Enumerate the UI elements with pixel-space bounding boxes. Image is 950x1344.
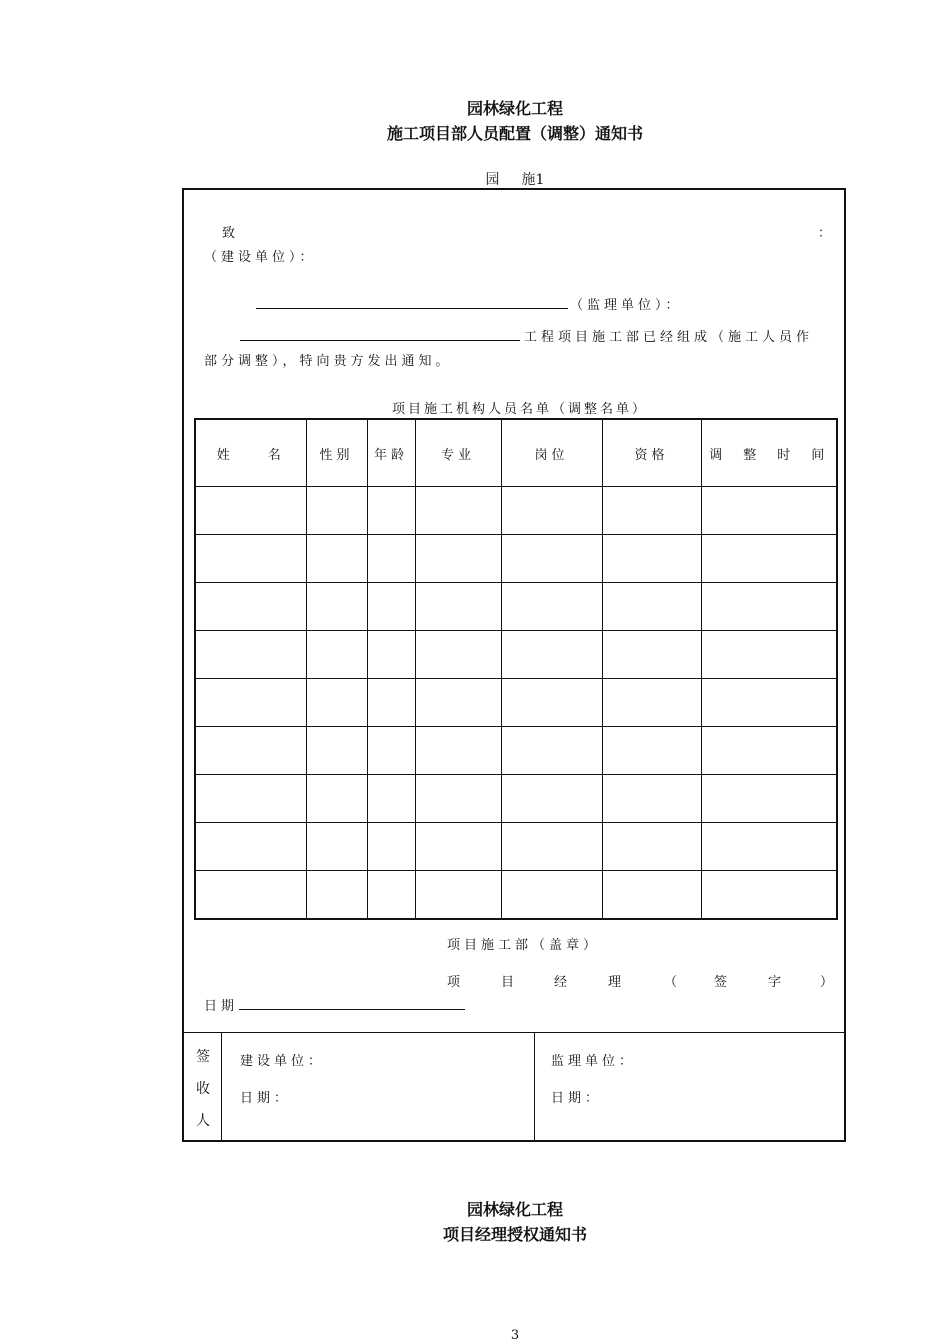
form-code-prefix: 园 [485, 172, 500, 188]
table-cell[interactable] [501, 487, 602, 535]
receipt-side-char: 人 [196, 1113, 210, 1129]
table-cell[interactable] [701, 487, 837, 535]
table-row [195, 823, 837, 871]
dept-seal: 项目施工部（盖章） [447, 938, 601, 953]
body-text-1: 工程项目施工部已经组成（施工人员作 [524, 330, 814, 345]
manager-sign-char: 项 [447, 975, 465, 990]
table-cell[interactable] [367, 871, 415, 920]
table-row [195, 535, 837, 583]
table-cell[interactable] [195, 487, 306, 535]
table-cell[interactable] [501, 823, 602, 871]
table-cell[interactable] [306, 823, 367, 871]
table-cell[interactable] [367, 727, 415, 775]
form-code-suffix: 施1 [521, 172, 545, 188]
header-qualification: 资格 [602, 419, 701, 487]
receipt-side-divider [221, 1032, 222, 1140]
table-cell[interactable] [501, 631, 602, 679]
manager-sign-char: 目 [501, 975, 519, 990]
table-cell[interactable] [367, 775, 415, 823]
table-cell[interactable] [306, 487, 367, 535]
table-cell[interactable] [195, 679, 306, 727]
table-cell[interactable] [602, 871, 701, 920]
table-cell[interactable] [501, 535, 602, 583]
manager-sign-char: （ [664, 975, 682, 990]
table-cell[interactable] [501, 871, 602, 920]
document-title-line1: 园林绿化工程 [466, 99, 563, 118]
table-cell[interactable] [195, 631, 306, 679]
table-cell[interactable] [701, 775, 837, 823]
next-section-title-line2: 项目经理授权通知书 [442, 1225, 587, 1244]
table-cell[interactable] [415, 727, 501, 775]
table-cell[interactable] [306, 535, 367, 583]
table-row [195, 679, 837, 727]
table-cell[interactable] [415, 487, 501, 535]
table-cell[interactable] [501, 727, 602, 775]
to-colon: ： [818, 226, 836, 241]
manager-sign-char: 字 [768, 975, 786, 990]
table-cell[interactable] [306, 631, 367, 679]
table-cell[interactable] [306, 727, 367, 775]
table-cell[interactable] [367, 583, 415, 631]
form-code [0, 169, 950, 189]
table-cell[interactable] [415, 823, 501, 871]
table-cell[interactable] [602, 631, 701, 679]
page-number: 3 [510, 1328, 520, 1343]
manager-sign-char: 理 [608, 975, 626, 990]
to-label: 致 [222, 226, 240, 241]
owner-unit-label: 建设单位： [240, 1054, 326, 1069]
table-cell[interactable] [602, 583, 701, 631]
table-cell[interactable] [367, 631, 415, 679]
table-cell[interactable] [602, 823, 701, 871]
manager-sign-char: 签 [714, 975, 732, 990]
header-gender: 性别 [306, 419, 367, 487]
table-cell[interactable] [602, 535, 701, 583]
table-row [195, 583, 837, 631]
date-line[interactable] [239, 1009, 465, 1010]
table-cell[interactable] [415, 871, 501, 920]
table-cell[interactable] [195, 727, 306, 775]
table-cell[interactable] [415, 631, 501, 679]
supervisor-name-line[interactable] [256, 308, 568, 309]
header-name: 姓 名 [195, 419, 306, 487]
table-cell[interactable] [701, 871, 837, 920]
table-row [195, 775, 837, 823]
document-title-line2: 施工项目部人员配置（调整）通知书 [386, 124, 643, 143]
owner-date-label: 日期： [240, 1091, 292, 1106]
table-cell[interactable] [701, 823, 837, 871]
receipt-side-char: 签 [196, 1049, 210, 1065]
table-cell[interactable] [415, 775, 501, 823]
table-cell[interactable] [195, 871, 306, 920]
owner-label: （建设单位）： [204, 250, 317, 265]
table-cell[interactable] [415, 679, 501, 727]
table-cell[interactable] [306, 679, 367, 727]
table-cell[interactable] [701, 631, 837, 679]
table-cell[interactable] [367, 487, 415, 535]
header-position: 岗位 [501, 419, 602, 487]
table-cell[interactable] [602, 487, 701, 535]
project-name-line[interactable] [240, 340, 520, 341]
table-cell[interactable] [195, 775, 306, 823]
table-cell[interactable] [195, 535, 306, 583]
table-cell[interactable] [195, 823, 306, 871]
notice-form [182, 188, 846, 1142]
supervisor-date-label: 日期： [551, 1091, 603, 1106]
table-cell[interactable] [306, 583, 367, 631]
table-cell[interactable] [701, 583, 837, 631]
table-cell[interactable] [367, 679, 415, 727]
table-cell[interactable] [602, 679, 701, 727]
table-cell[interactable] [701, 535, 837, 583]
supervisor-unit-label: 监理单位： [551, 1054, 637, 1069]
table-row [195, 727, 837, 775]
table-row [195, 487, 837, 535]
table-header-row [195, 419, 837, 487]
table-cell[interactable] [602, 727, 701, 775]
header-specialty: 专业 [415, 419, 501, 487]
table-cell[interactable] [501, 679, 602, 727]
receipt-divider [184, 1032, 844, 1033]
supervisor-label: （监理单位）： [570, 298, 683, 313]
table-row [195, 871, 837, 920]
table-cell[interactable] [501, 775, 602, 823]
personnel-table [194, 418, 838, 920]
header-age: 年龄 [367, 419, 415, 487]
table-cell[interactable] [195, 583, 306, 631]
table-cell[interactable] [415, 583, 501, 631]
table-cell[interactable] [306, 871, 367, 920]
table-cell[interactable] [367, 823, 415, 871]
manager-sign-char: 经 [554, 975, 572, 990]
date-label: 日期 [204, 999, 239, 1014]
table-title: 项目施工机构人员名单（调整名单） [392, 402, 649, 417]
header-adjust-time: 调 整 时 间 [701, 419, 837, 487]
table-row [195, 631, 837, 679]
table-cell[interactable] [501, 583, 602, 631]
table-cell[interactable] [701, 679, 837, 727]
body-text-2: 部分调整），特向贵方发出通知。 [204, 354, 453, 369]
manager-sign-char: ） [820, 975, 838, 990]
table-cell[interactable] [367, 535, 415, 583]
next-section-title-line1: 园林绿化工程 [466, 1200, 563, 1219]
table-cell[interactable] [306, 775, 367, 823]
receipt-side-char: 收 [196, 1081, 210, 1097]
table-cell[interactable] [701, 727, 837, 775]
receipt-middle-divider [534, 1032, 535, 1140]
table-cell[interactable] [602, 775, 701, 823]
table-cell[interactable] [415, 535, 501, 583]
